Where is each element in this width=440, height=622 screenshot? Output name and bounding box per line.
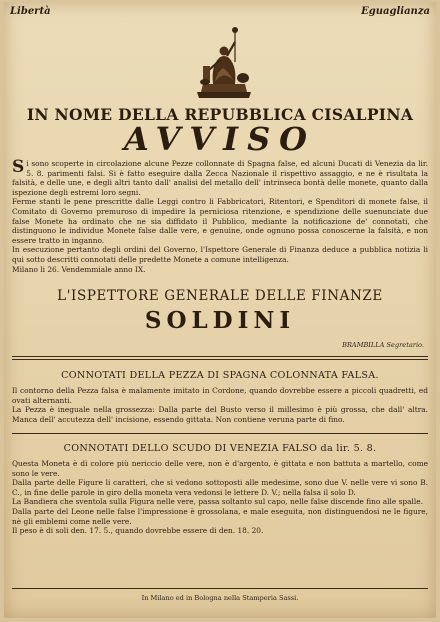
section1-line: La Pezza è ineguale nella grossezza: Dalla parte del Busto verso il millesimo è più grossa, che dall' altra. Manca dell' accutezza dell' incisione, essendo gittata. Non contiene veruna parte di fino.	[12, 405, 428, 424]
republic-title: IN NOME DELLA REPUBBLICA CISALPINA	[26, 105, 414, 124]
signatory-office: L'ISPETTORE GENERALE DELLE FINANZE	[57, 288, 383, 304]
allegorical-figure-emblem-icon	[189, 22, 259, 100]
body-paragraph-2: Ferme stanti le pene prescritte dalle Leggi contro li Fabbricatori, Ritentori, e Spenditori di monete false, il Comitato di Governo premuroso di impedire la perniciosa ritenzione, e spendizione delle suenunciate due false Monete ha ordinato che ne sia diffidato il Pubblico, mediante la notificazione de' connotati, che distinguono le individue Monete false dalle vere, e genuine, onde ognuno possa conoscerne la falsità, e non essere tratto in inganno.	[12, 197, 428, 245]
divider	[12, 433, 428, 434]
divider	[12, 588, 428, 589]
divider	[12, 356, 428, 357]
section2-line: Il peso è di soli den. 17. 5., quando dovrebbe essere di den. 18. 20.	[12, 526, 264, 536]
divider	[12, 359, 428, 360]
section1-text	[12, 386, 428, 424]
signatory-name: SOLDINI	[144, 307, 296, 334]
body-paragraph-3: In esecuzione pertanto degli ordini del Governo, l'Ispettore Generale di Finanza deduce a pubblica notizia li qui sotto descritti connotati delle predette Monete a comune intelligenza.	[12, 245, 428, 264]
motto-liberta: Libertà	[10, 6, 51, 17]
section2-line: Questa Moneta è di colore più nericcio delle vere, non è d'argento, è gittata e non battuta a martello, come sono le vere.	[12, 459, 428, 478]
body-date-line: Milano li 26. Vendemmiale anno IX.	[12, 264, 146, 274]
section2-heading: CONNOTATI DELLO SCUDO DI VENEZIA FALSO da lir. 5. 8.	[63, 443, 377, 454]
secretary-signature: BRAMBILLA Segretario.	[342, 341, 424, 349]
section2-line: Dalla parte del Leone nelle false l'impressione è grossolana, e male eseguita, non distinguendosi ne le figure, nè gli emblemi come nelle vere.	[12, 506, 428, 526]
section1-line: Il contorno della Pezza falsa è malamente imitato in Cordone, quando dovrebbe essere a piccoli quadretti, ed ovati alternanti.	[12, 386, 428, 405]
notice-body	[12, 159, 428, 274]
section2-text	[12, 459, 428, 536]
body-paragraph-1: Si sono scoperte in circolazione alcune Pezze collonnate di Spagna false, ed alcuni Ducati di Venezia da lir. 5. 8. parimenti falsi. Si è fatto eseguire dalla Zecca Nazionale il rispettivo assaggio, e ne è risultata la falsità, e delle une, e degli altri tanto dall' analisi del metallo dell' intrinseca bontà delle monete, quanto dalla ispezione degli estremi loro segni.	[12, 157, 428, 197]
section2-line: Dalla parte delle Figure li caratteri, che si vedono sottoposti alle medesime, sono due V. nelle vere vi sono B. C., in fine delle parole in giro della moneta vera vedonsi le lettere D. V.; nella falsa il solo D.	[12, 478, 428, 497]
section1-heading: CONNOTATI DELLA PEZZA DI SPAGNA COLONNATA FALSA.	[61, 370, 379, 381]
notice-heading: AVVISO	[123, 120, 317, 158]
section2-line: La Bandiera che sventola sulla Figura nelle vere, passa soltanto sul capo, nelle false discende fino alle spalle.	[12, 497, 423, 507]
printed-notice-sheet	[4, 2, 436, 618]
motto-eguaglianza: Eguaglianza	[361, 6, 430, 17]
printer-imprint: In Milano ed in Bologna nella Stamperia Sassi.	[141, 594, 299, 602]
